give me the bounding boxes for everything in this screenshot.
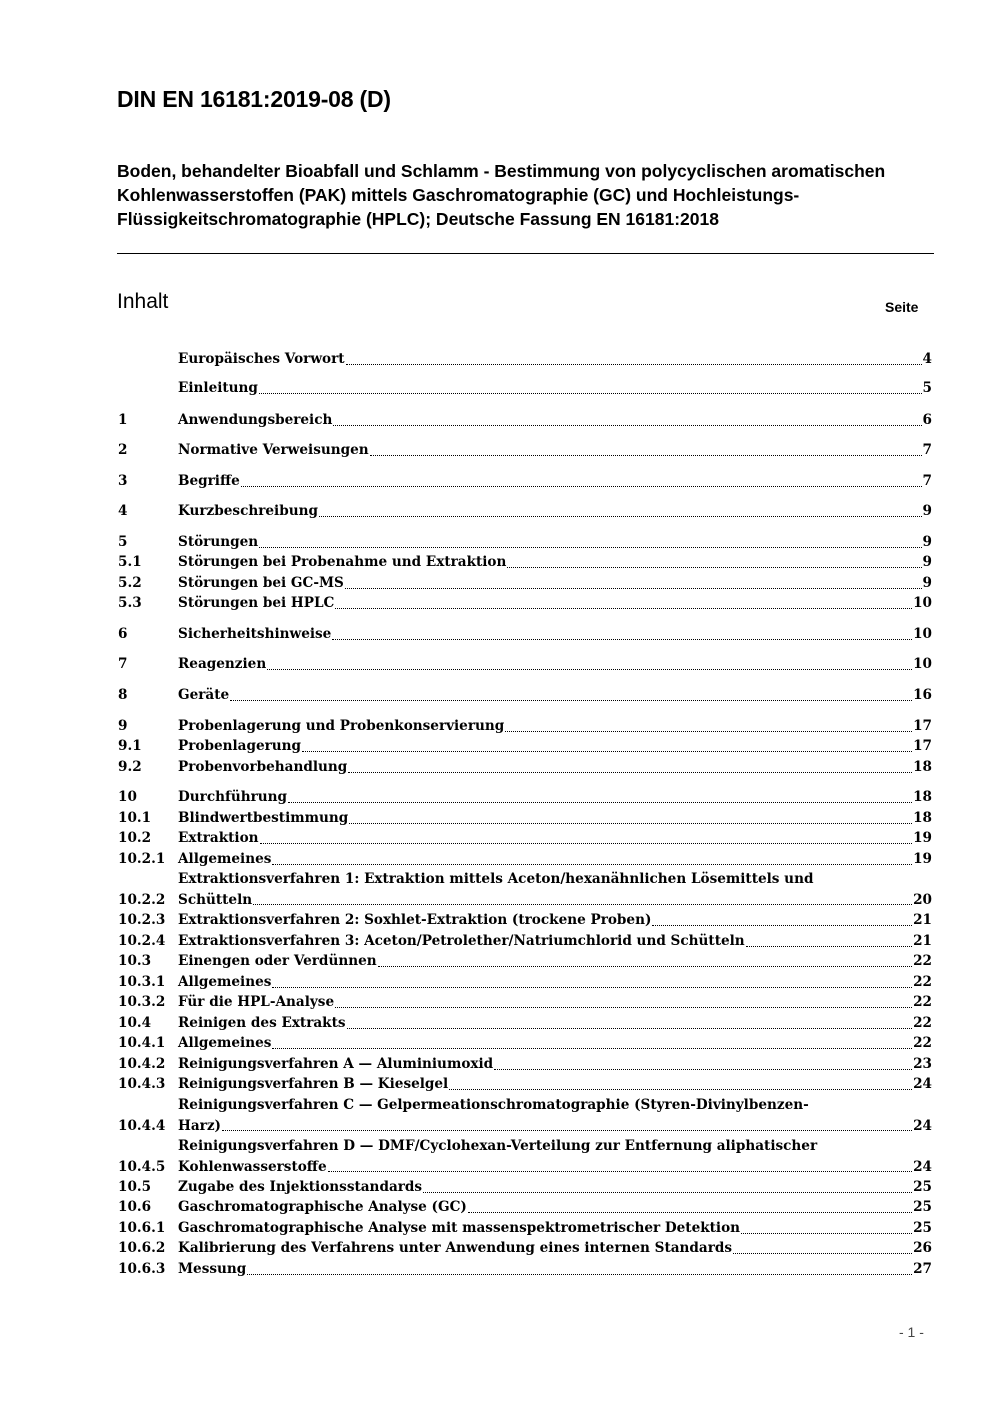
- toc-entry[interactable]: [118, 1013, 932, 1034]
- toc-entry-text: [178, 1095, 932, 1136]
- toc-dot-leader: [652, 925, 912, 926]
- toc-entry[interactable]: [118, 849, 932, 870]
- toc-entry-page: 22: [913, 974, 932, 990]
- toc-dot-leader: [468, 1212, 912, 1213]
- toc-entry-label: Reinigen des Extrakts: [178, 1015, 346, 1031]
- document-id: DIN EN 16181:2019-08 (D): [117, 86, 391, 112]
- toc-entry-text: [178, 624, 913, 645]
- toc-entry-page: 9: [922, 575, 932, 591]
- document-title: Boden, behandelter Bioabfall und Schlamm - Bestimmung von polycyclischen aromatischen Kohlenwasserstoffen (PAK) mittels Gaschromatographie (GC) und Hochleistungs-Flüssigkeitschromatographie (HPLC); Deutsche Fassung EN 16181:2018: [117, 161, 886, 229]
- toc-entry-number: 10.4: [118, 1015, 152, 1031]
- toc-entry-label: Extraktion: [178, 830, 259, 846]
- toc-entry-page: 10: [913, 626, 932, 642]
- toc-entry[interactable]: [118, 1218, 932, 1239]
- toc-entry-number: 10.4.3: [118, 1076, 166, 1092]
- toc-entry-text: [178, 972, 913, 993]
- toc-entry-label: Reinigungsverfahren B — Kieselgel: [178, 1076, 449, 1092]
- toc-entry-label: Einleitung: [178, 380, 258, 396]
- toc-entry[interactable]: [118, 1054, 932, 1075]
- toc-dot-leader: [272, 1048, 912, 1049]
- toc-entry-number: 10.2.1: [118, 851, 166, 867]
- toc-entry-label: Probenvorbehandlung: [178, 759, 348, 775]
- toc-entry-page: 25: [913, 1220, 932, 1236]
- toc-entry-page: 23: [913, 1056, 932, 1072]
- toc-entry-number: 5: [118, 534, 128, 550]
- toc-dot-leader: [335, 608, 912, 609]
- toc-entry-text: [178, 910, 913, 931]
- toc-entry-number: 10.4.4: [118, 1117, 166, 1134]
- toc-entry-page: 22: [913, 953, 932, 969]
- toc-entry-page: 9: [922, 534, 932, 550]
- toc-dot-leader: [741, 1233, 912, 1234]
- toc-dot-leader: [378, 966, 912, 967]
- toc-entry-text: [178, 471, 923, 492]
- toc-entry-number: 9.2: [118, 759, 142, 775]
- toc-entry-label: Anwendungsbereich: [178, 412, 333, 428]
- toc-entry-page: 27: [913, 1261, 932, 1277]
- toc-entry-text: [178, 808, 913, 829]
- toc-entry-page: 21: [913, 933, 932, 949]
- toc-entry-label: Störungen bei Probenahme und Extraktion: [178, 554, 507, 570]
- toc-entry-number: 10.4.5: [118, 1158, 166, 1175]
- toc-entry-number: 10.4.2: [118, 1056, 166, 1072]
- toc-entry-page: 9: [922, 503, 932, 519]
- toc-entry[interactable]: [118, 593, 932, 614]
- toc-entry-label: Normative Verweisungen: [178, 442, 369, 458]
- toc-page-column-label: Seite: [885, 299, 919, 315]
- toc-entry-label: Störungen bei GC-MS: [178, 575, 344, 591]
- toc-entry-number: 10.2.4: [118, 933, 166, 949]
- toc-entry[interactable]: [118, 440, 932, 461]
- toc-entry-number: 1: [118, 412, 128, 428]
- toc-entry-label: Allgemeines: [178, 1035, 272, 1051]
- toc-dot-leader: [222, 1130, 912, 1131]
- toc-dot-leader: [505, 731, 912, 732]
- toc-entry-number: 10.3.1: [118, 974, 166, 990]
- toc-entry[interactable]: [118, 951, 932, 972]
- toc-dot-leader: [335, 1007, 912, 1008]
- toc-entry-label: Einengen oder Verdünnen: [178, 953, 377, 969]
- toc-entry-label: Reinigungsverfahren D — DMF/Cyclohexan-Verteilung zur Entfernung aliphatischer: [178, 1138, 818, 1154]
- toc-dot-leader: [230, 700, 912, 701]
- toc-entry[interactable]: [118, 808, 932, 829]
- toc-entry-label: Durchführung: [178, 789, 288, 805]
- toc-entry-text: [178, 532, 923, 553]
- page-number: - 1 -: [899, 1324, 924, 1340]
- toc-entry-label: Messung: [178, 1261, 247, 1277]
- toc-entry-number: 5.1: [118, 554, 142, 570]
- toc-entry-text: [178, 1218, 913, 1239]
- toc-entry-page: 18: [913, 810, 932, 826]
- toc-entry-page: 19: [913, 851, 932, 867]
- toc-entry-label: Sicherheitshinweise: [178, 626, 332, 642]
- toc-dot-leader: [333, 425, 921, 426]
- toc-entry-page: 17: [913, 718, 932, 734]
- toc-dot-leader: [272, 864, 912, 865]
- toc-entry-number: 5.3: [118, 595, 142, 611]
- toc-dot-leader: [259, 547, 921, 548]
- toc-entry-text: [178, 410, 923, 431]
- toc-dot-leader: [507, 567, 921, 568]
- toc-entry-text: [178, 593, 913, 614]
- toc-entry-number: 10.6.2: [118, 1240, 166, 1256]
- toc-entry-text: [178, 1238, 913, 1259]
- toc-dot-leader: [267, 669, 912, 670]
- toc-entry-page: 24: [913, 1158, 932, 1175]
- toc-entry-number: 2: [118, 442, 128, 458]
- toc-entry-label: Reinigungsverfahren A — Aluminiumoxid: [178, 1056, 494, 1072]
- toc-entry-label: Blindwertbestimmung: [178, 810, 349, 826]
- toc-dot-leader: [302, 751, 912, 752]
- toc-entry-label: Extraktionsverfahren 1: Extraktion mittels Aceton/hexanähnlichen Lösemittels und: [178, 871, 814, 887]
- toc-entry-text: [178, 931, 913, 952]
- toc-entry-number: 9.1: [118, 738, 142, 754]
- toc-entry-number: 10.3: [118, 953, 152, 969]
- toc-entry-page: 18: [913, 759, 932, 775]
- toc-entry[interactable]: [118, 972, 932, 993]
- toc-entry[interactable]: [118, 1095, 932, 1136]
- toc-entry-label: Allgemeines: [178, 851, 272, 867]
- toc-entry-text: [178, 349, 923, 370]
- toc-entry-label: Gaschromatographische Analyse mit massenspektrometrischer Detektion: [178, 1220, 741, 1236]
- toc-entry[interactable]: [118, 552, 932, 573]
- toc-entry[interactable]: [118, 501, 932, 522]
- toc-entry-number: 10: [118, 789, 137, 805]
- toc-entry-label: Kalibrierung des Verfahrens unter Anwendung eines internen Standards: [178, 1240, 733, 1256]
- toc-dot-leader: [328, 1171, 912, 1172]
- toc-entry-label: Begriffe: [178, 473, 240, 489]
- toc-entry-number: 10.2.2: [118, 891, 166, 908]
- toc-entry-text: [178, 757, 913, 778]
- toc-entry[interactable]: [118, 1136, 932, 1177]
- toc-entry-page: 5: [922, 380, 932, 396]
- toc-entry-number: 7: [118, 656, 128, 672]
- toc-entry-label: Zugabe des Injektionsstandards: [178, 1179, 423, 1195]
- toc-entry-number: 10.6.1: [118, 1220, 166, 1236]
- toc-dot-leader: [253, 904, 912, 905]
- toc-entry-label: Gaschromatographische Analyse (GC): [178, 1199, 467, 1215]
- toc-entry-text: [178, 378, 923, 399]
- toc-entry-text: [178, 1197, 913, 1218]
- toc-entry-number: 9: [118, 718, 128, 734]
- toc-dot-leader: [348, 772, 912, 773]
- toc-dot-leader: [260, 843, 913, 844]
- toc-entry-label: Probenlagerung und Probenkonservierung: [178, 718, 505, 734]
- toc-entry-number: 10.6: [118, 1199, 152, 1215]
- toc-entry-text: [178, 828, 913, 849]
- toc-entry-page: 7: [922, 442, 932, 458]
- toc-entry[interactable]: [118, 757, 932, 778]
- toc-entry-page: 7: [922, 473, 932, 489]
- toc-entry-page: 25: [913, 1199, 932, 1215]
- toc-entry-number: 10.3.2: [118, 994, 166, 1010]
- toc-entry-text: [178, 1074, 913, 1095]
- toc-entry-page: 22: [913, 1015, 932, 1031]
- toc-entry[interactable]: [118, 685, 932, 706]
- toc-entry-text: [178, 440, 923, 461]
- toc-entry-text: [178, 552, 923, 573]
- toc-entry[interactable]: [118, 471, 932, 492]
- toc-dot-leader: [423, 1192, 912, 1193]
- toc-dot-leader: [347, 1028, 913, 1029]
- toc-dot-leader: [345, 588, 922, 589]
- toc-entry[interactable]: [118, 931, 932, 952]
- toc-entry-label: Reinigungsverfahren C — Gelpermeationschromatographie (Styren-Divinylbenzen-: [178, 1097, 809, 1113]
- toc-entry-text: [178, 573, 923, 594]
- toc-entry-label: Reagenzien: [178, 656, 267, 672]
- toc-entry-text: [178, 716, 913, 737]
- toc-entry-label: Kurzbeschreibung: [178, 503, 318, 519]
- toc-entry[interactable]: [118, 910, 932, 931]
- toc-entry-text: [178, 1259, 913, 1280]
- toc-entry-page: 20: [913, 891, 932, 908]
- toc-entry-label: Extraktionsverfahren 3: Aceton/Petrolether/Natriumchlorid und Schütteln: [178, 933, 745, 949]
- toc-entry[interactable]: [118, 378, 932, 399]
- toc-entry-page: 26: [913, 1240, 932, 1256]
- toc-entry-text: [178, 787, 913, 808]
- toc-entry-text: [178, 685, 913, 706]
- toc-entry-text: [178, 1177, 913, 1198]
- toc-entry-number: 10.2.3: [118, 912, 166, 928]
- toc-dot-leader: [449, 1089, 912, 1090]
- toc-entry-page: 17: [913, 738, 932, 754]
- toc-entry[interactable]: [118, 624, 932, 645]
- toc-entry[interactable]: [118, 736, 932, 757]
- toc-entry[interactable]: [118, 1177, 932, 1198]
- toc-entry-label: Allgemeines: [178, 974, 272, 990]
- toc-dot-leader: [346, 364, 922, 365]
- toc-dot-leader: [247, 1274, 912, 1275]
- toc-entry[interactable]: [118, 410, 932, 431]
- toc-entry-label: Europäisches Vorwort: [178, 351, 345, 367]
- toc-entry-number: 4: [118, 503, 128, 519]
- toc-entry-page: 16: [913, 687, 932, 703]
- toc-dot-leader: [494, 1069, 912, 1070]
- toc-entry[interactable]: [118, 992, 932, 1013]
- toc-entry-label: Störungen bei HPLC: [178, 595, 335, 611]
- toc-entry[interactable]: [118, 349, 932, 370]
- toc-entry-page: 9: [922, 554, 932, 570]
- toc-entry-page: 10: [913, 595, 932, 611]
- toc-entry-text: [178, 501, 923, 522]
- toc-dot-leader: [746, 946, 912, 947]
- toc-entry-text: [178, 654, 913, 675]
- toc-entry-number: 10.1: [118, 810, 152, 826]
- toc-dot-leader: [272, 987, 912, 988]
- toc-entry[interactable]: [118, 1074, 932, 1095]
- toc-entry-page: 18: [913, 789, 932, 805]
- toc-entry-text: [178, 849, 913, 870]
- toc-entry-number: 10.2: [118, 830, 152, 846]
- toc-dot-leader: [349, 823, 912, 824]
- toc-entry-text: [178, 869, 932, 910]
- toc-entry-label-continuation: Schütteln: [178, 891, 253, 908]
- toc-entry-page: 24: [913, 1076, 932, 1092]
- toc-entry-label: Probenlagerung: [178, 738, 302, 754]
- toc-entry-text: [178, 992, 913, 1013]
- toc-entry-number: 10.6.3: [118, 1261, 166, 1277]
- toc-entry[interactable]: [118, 1197, 932, 1218]
- toc-entry-text: [178, 951, 913, 972]
- toc-entry-number: 6: [118, 626, 128, 642]
- toc-entry-text: [178, 736, 913, 757]
- toc-entry-page: 24: [913, 1117, 932, 1134]
- toc-entry-page: 21: [913, 912, 932, 928]
- toc-dot-leader: [332, 639, 912, 640]
- toc-entry-page: 22: [913, 994, 932, 1010]
- toc-entry-label: Extraktionsverfahren 2: Soxhlet-Extraktion (trockene Proben): [178, 912, 652, 928]
- toc-entry[interactable]: [118, 654, 932, 675]
- toc-dot-leader: [370, 455, 922, 456]
- toc-entry-label: Störungen: [178, 534, 259, 550]
- toc-entry-label-continuation: Kohlenwasserstoffe: [178, 1158, 327, 1175]
- toc-entry-page: 19: [913, 830, 932, 846]
- toc-entry-text: [178, 1033, 913, 1054]
- toc-entry-text: [178, 1054, 913, 1075]
- toc-entry-number: 10.5: [118, 1179, 152, 1195]
- toc-entry[interactable]: [118, 1259, 932, 1280]
- toc-entry-number: 5.2: [118, 575, 142, 591]
- toc-entry[interactable]: [118, 573, 932, 594]
- toc-entry-page: 6: [922, 412, 932, 428]
- toc-entry[interactable]: [118, 869, 932, 910]
- toc-entry-number: 8: [118, 687, 128, 703]
- toc-entry-text: [178, 1136, 932, 1177]
- toc-entry[interactable]: [118, 828, 932, 849]
- toc-entry-label-continuation: Harz): [178, 1117, 221, 1134]
- toc-entry[interactable]: [118, 787, 932, 808]
- toc-entry-page: 4: [922, 351, 932, 367]
- toc-entry[interactable]: [118, 1238, 932, 1259]
- toc-entry[interactable]: [118, 716, 932, 737]
- toc-dot-leader: [259, 393, 922, 394]
- toc-entry[interactable]: [118, 1033, 932, 1054]
- toc-entry-page: 22: [913, 1035, 932, 1051]
- toc-entry-label: Geräte: [178, 687, 230, 703]
- toc-entry-page: 25: [913, 1179, 932, 1195]
- toc-entry-number: 10.4.1: [118, 1035, 166, 1051]
- toc-heading: Inhalt: [117, 290, 169, 313]
- toc-entry-text: [178, 1013, 913, 1034]
- toc-dot-leader: [319, 516, 922, 517]
- toc-entry-page: 10: [913, 656, 932, 672]
- toc-entry-label: Für die HPL-Analyse: [178, 994, 335, 1010]
- toc-dot-leader: [733, 1253, 912, 1254]
- toc-entry[interactable]: [118, 532, 932, 553]
- toc-entry-number: 3: [118, 473, 128, 489]
- toc-dot-leader: [241, 486, 922, 487]
- toc-dot-leader: [288, 802, 912, 803]
